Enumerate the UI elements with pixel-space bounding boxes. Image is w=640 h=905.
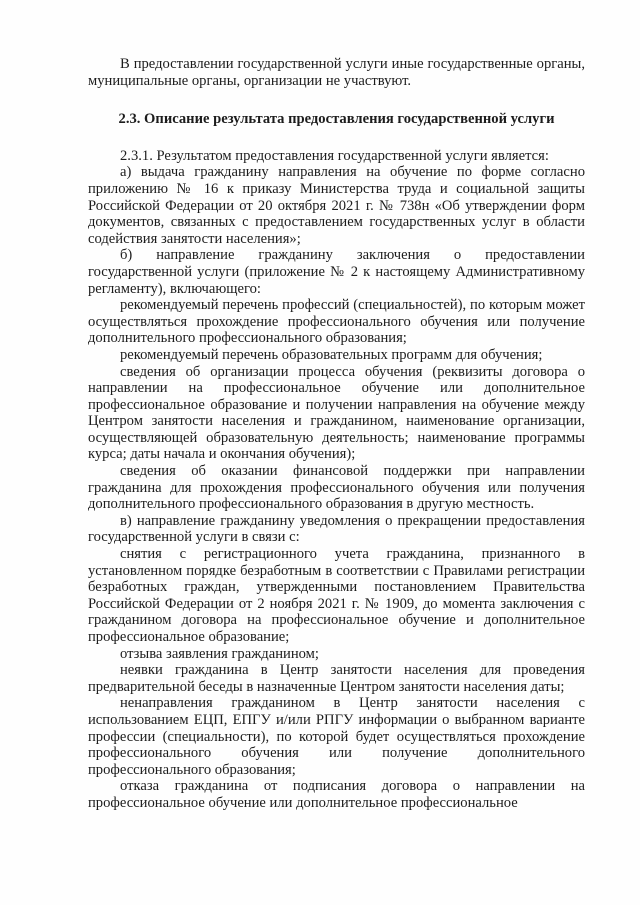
document-body (88, 56, 585, 812)
paragraph-item-v: в) направление гражданину уведомления о прекращении предоставления государственной услуги в связи с: (88, 512, 585, 546)
paragraph-deregistration: снятия с регистрационного учета гражданина, признанного в установленном порядке безработным в соответствии с Правилами регистрации безработных граждан, утвержденными постановлением Правительства Российской Федерации от 2 ноября 2021 г. № 1909, до момента заключения с гражданином договора на профессиональное обучение и дополнительное профессиональное образование; (88, 546, 585, 645)
paragraph-professions-list: рекомендуемый перечень профессий (специальностей), по которым может осуществляться прохождение профессионального обучения или получение дополнительного профессионального образования; (88, 297, 585, 347)
paragraph-result-intro: 2.3.1. Результатом предоставления государственной услуги является: (120, 147, 549, 164)
paragraph-no-info: ненаправления гражданином в Центр занятости населения с использованием ЕЦП, ЕПГУ и/или РПГУ информации о выбранном варианте профессии (специальности), по которой будет осуществляться прохождение профессионального обучения или получение дополнительного профессионального образования; (88, 695, 585, 778)
paragraph-item-a: а) выдача гражданину направления на обучение по форме согласно приложению № 16 к приказу Министерства труда и социальной защиты Российской Федерации от 20 октября 2021 г. № 738н «Об утверждении форм документов, связанных с предоставлением государственных услуг в области содействия занятости населения»; (88, 164, 585, 247)
paragraph-item-b: б) направление гражданину заключения о предоставлении государственной услуги (приложение № 2 к настоящему Административному регламенту), включающего: (88, 247, 585, 297)
paragraph-withdrawal: отзыва заявления гражданином; (120, 645, 319, 662)
paragraph-financial-support: сведения об оказании финансовой поддержки при направлении гражданина для прохождения профессионального обучения или получения дополнительного профессионального образования в другую местность. (88, 463, 585, 513)
paragraph-training-info: сведения об организации процесса обучения (реквизиты договора о направлении на профессиональное обучение или дополнительное профессиональное образование и получении направления на обучение между Центром занятости населения и гражданином, наименование организации, осуществляющей образовательную деятельность; наименование программы курса; даты начала и окончания обучения); (88, 363, 585, 463)
paragraph-refusal: отказа гражданина от подписания договора о направлении на профессиональное обучение или дополнительное профессиональное (88, 778, 585, 811)
paragraph-no-show: неявки гражданина в Центр занятости населения для проведения предварительной беседы в назначенные Центром занятости населения даты; (88, 662, 585, 695)
section-heading: 2.3. Описание результата предоставления государственной услуги (118, 111, 555, 128)
paragraph-other-bodies: В предоставлении государственной услуги иные государственные органы, муниципальные органы, организации не участвуют. (88, 56, 585, 89)
paragraph-programs-list: рекомендуемый перечень образовательных программ для обучения; (120, 346, 543, 363)
